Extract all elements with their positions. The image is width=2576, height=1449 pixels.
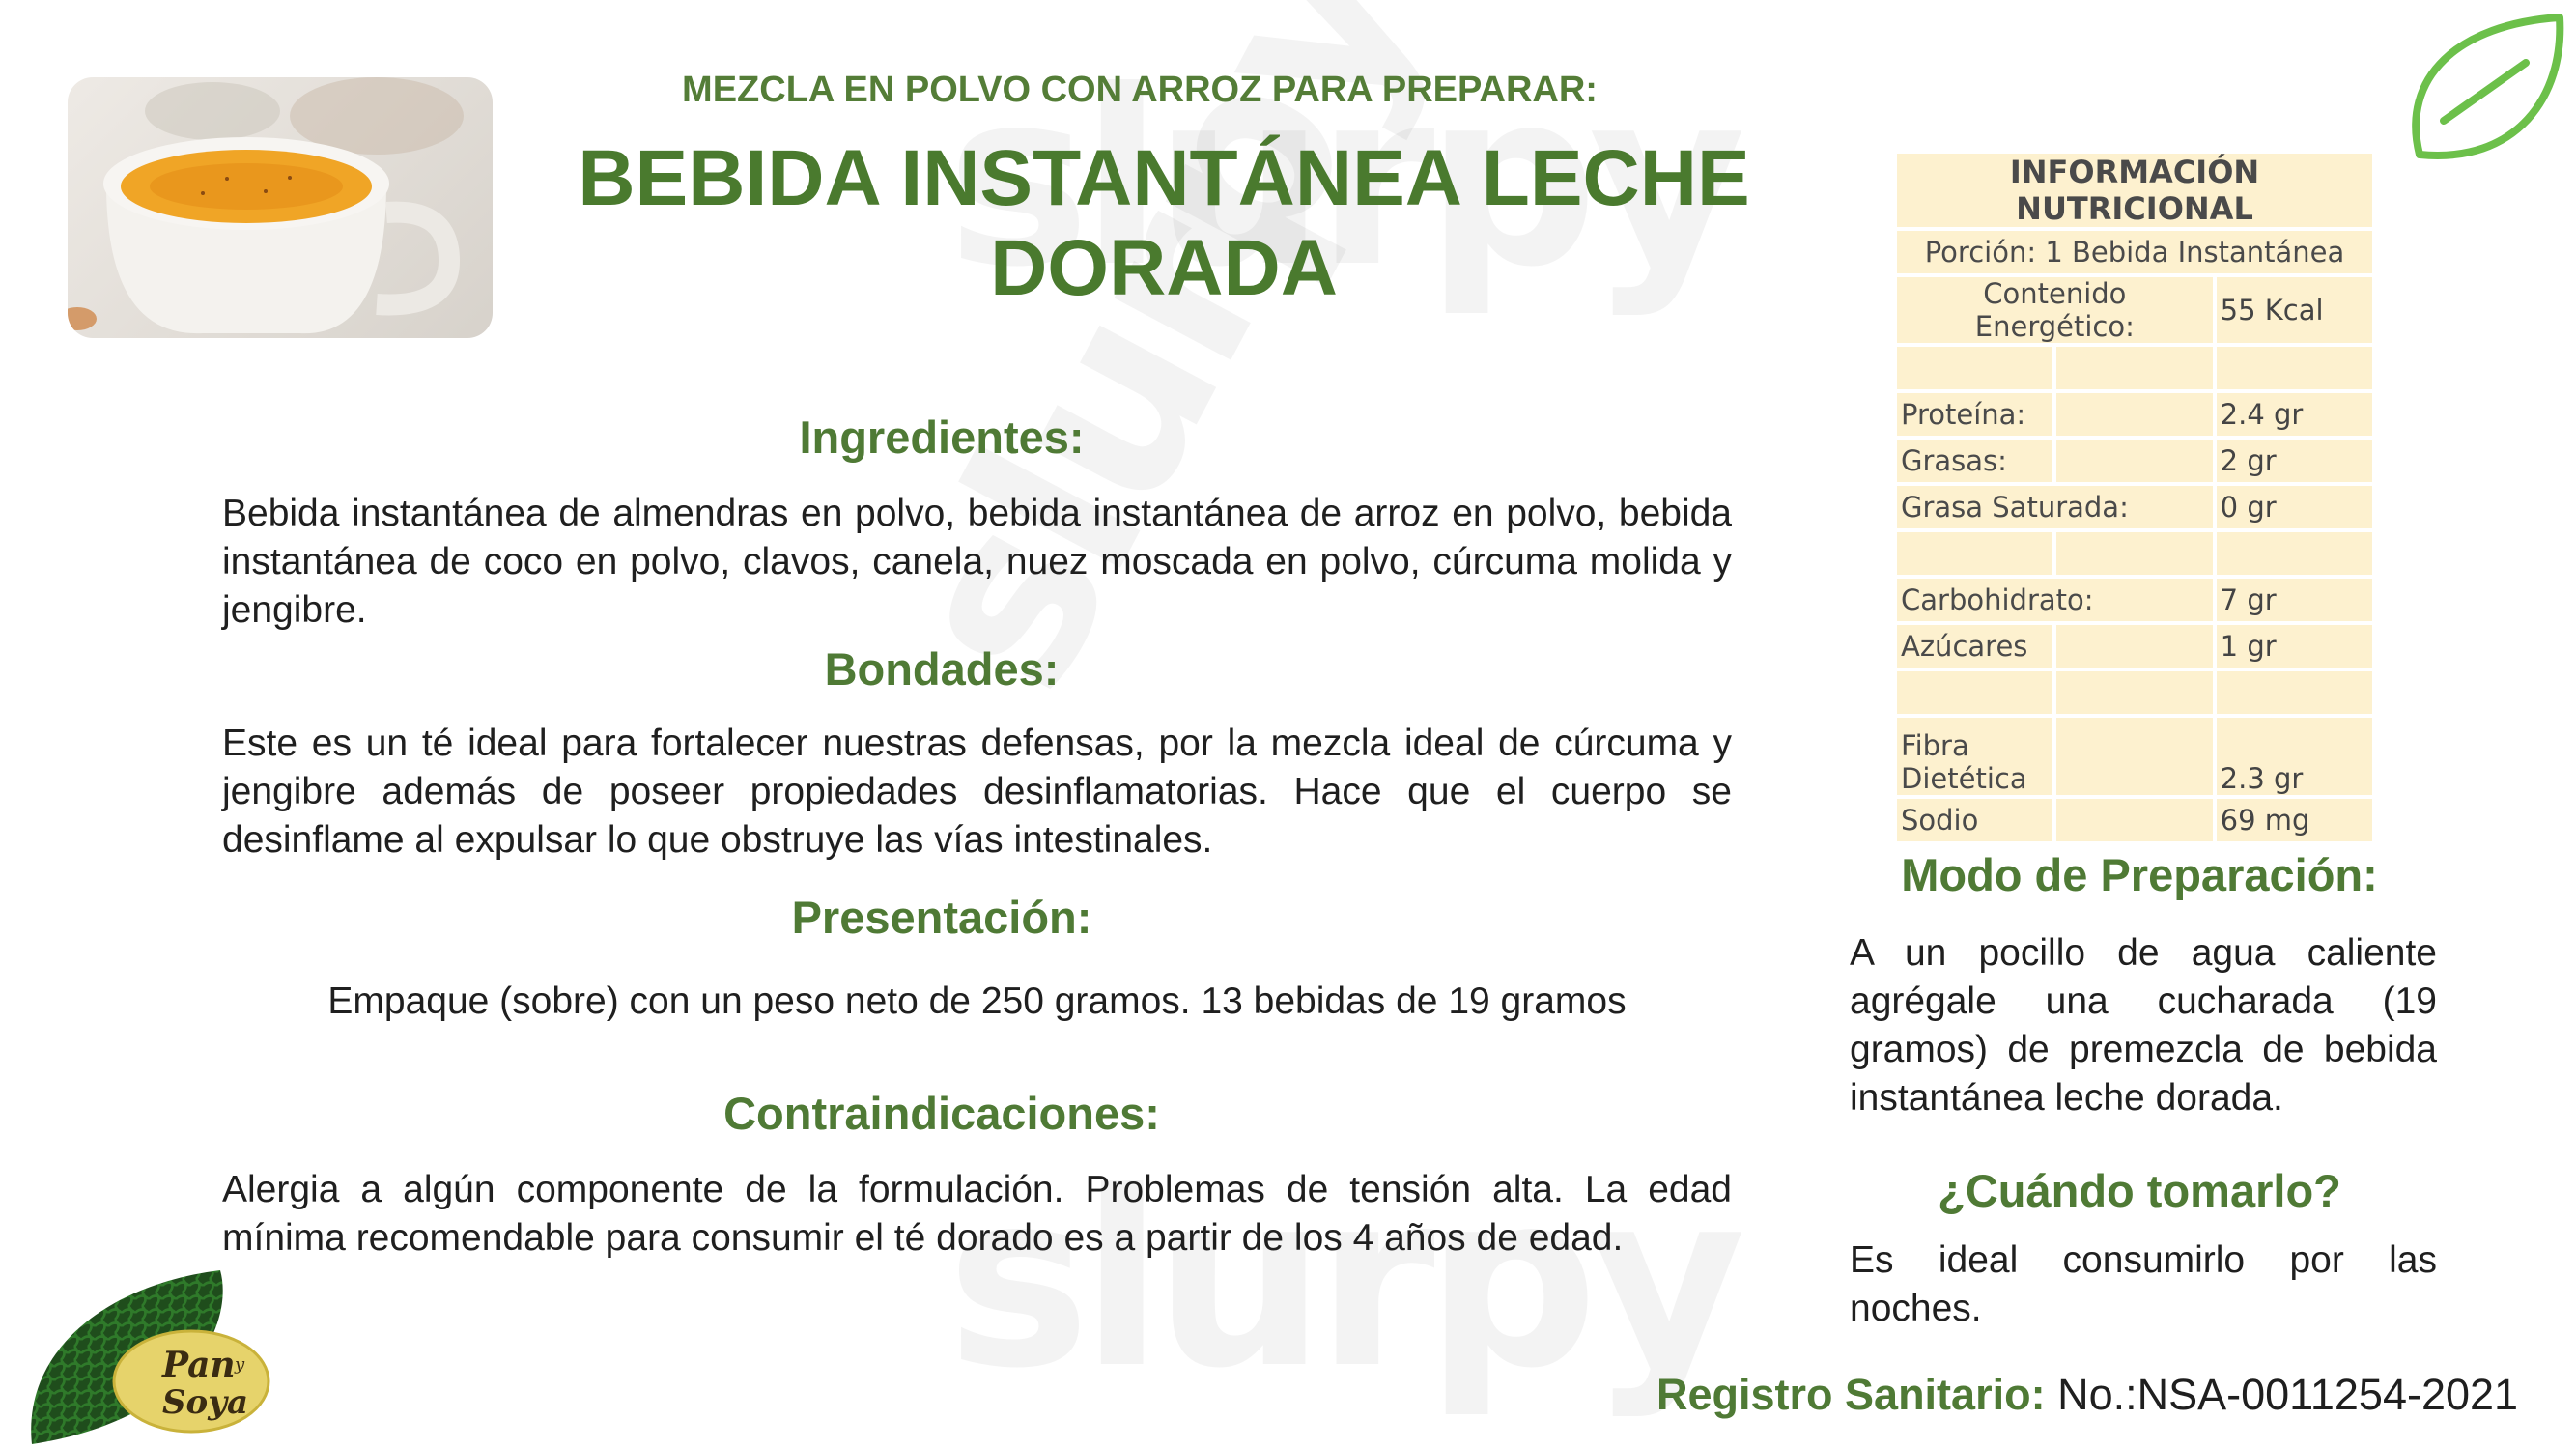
sodium-label: Sodio <box>1897 799 2052 841</box>
protein-value: 2.4 gr <box>2217 393 2372 436</box>
energy-label: Contenido Energético: <box>1897 277 2213 343</box>
saturated-fat-value: 0 gr <box>2217 486 2372 528</box>
nutrition-portion-row <box>1897 231 2372 273</box>
sugars-value: 1 gr <box>2217 625 2372 668</box>
nutrition-spacer-row <box>1897 347 2372 389</box>
presentacion-text: Empaque (sobre) con un peso neto de 250 gramos. 13 bebidas de 19 gramos <box>327 980 1627 1022</box>
nutrition-row <box>1897 486 2372 528</box>
nutrition-title: INFORMACIÓN NUTRICIONAL <box>1897 154 2372 227</box>
golden-milk-photo <box>68 77 493 338</box>
nutrition-row <box>1897 393 2372 436</box>
product-title <box>560 133 1768 314</box>
energy-value: 55 Kcal <box>2217 277 2372 343</box>
nutrition-table <box>1893 150 2376 845</box>
contraindicaciones-text: Alergia a algún componente de la formulación. Problemas de tensión alta. La edad mínima recomendable para consumir el té dorado es a partir de los 4 años de edad. <box>222 1169 1732 1259</box>
logo-word-pan: Pan <box>162 1345 236 1385</box>
saturated-fat-label: Grasa Saturada: <box>1897 486 2213 528</box>
bondades-heading: Bondades: <box>824 643 1060 695</box>
contraindicaciones-heading: Contraindicaciones: <box>723 1088 1160 1139</box>
nutrition-row <box>1897 799 2372 841</box>
fiber-value: 2.3 gr <box>2217 718 2372 795</box>
bondades-text: Este es un té ideal para fortalecer nuestras defensas, por la mezcla ideal de cúrcuma y jengibre además de poseer propiedades desinflamatorias. Hace que el cuerpo se desinflame al expulsar lo que obstruye las vías intestinales. <box>222 723 1732 861</box>
sugars-label: Azúcares <box>1897 625 2052 668</box>
ingredientes-heading: Ingredientes: <box>799 412 1085 463</box>
registro-label: Registro Sanitario: <box>1656 1370 2046 1419</box>
fat-label: Grasas: <box>1897 440 2052 482</box>
pan-y-soya-logo <box>27 1265 278 1449</box>
leaf-icon <box>2400 10 2569 169</box>
product-title-line1: BEBIDA INSTANTÁNEA LECHE <box>578 134 1750 222</box>
fiber-label <box>1897 718 2052 795</box>
nutrition-row <box>1897 718 2372 795</box>
fiber-label-line1: Fibra <box>1901 729 1969 762</box>
fat-value: 2 gr <box>2217 440 2372 482</box>
registro-number: No.:NSA-0011254-2021 <box>2057 1370 2519 1419</box>
sodium-value: 69 mg <box>2217 799 2372 841</box>
nutrition-row <box>1897 579 2372 621</box>
presentacion-heading: Presentación: <box>791 892 1092 943</box>
carbohydrate-label: Carbohidrato: <box>1897 579 2213 621</box>
logo-word-soya: Soya <box>162 1383 249 1422</box>
protein-label: Proteína: <box>1897 393 2052 436</box>
ingredientes-text: Bebida instantánea de almendras en polvo, bebida instantánea de arroz en polvo, bebida instantánea de coco en polvo, clavos, canela, nuez moscada en polvo, cúrcuma molida y jengibre. <box>222 493 1732 631</box>
nutrition-spacer-row <box>1897 671 2372 714</box>
fiber-label-line2: Dietética <box>1901 762 2027 795</box>
nutrition-row <box>1897 625 2372 668</box>
product-subtitle: MEZCLA EN POLVO CON ARROZ PARA PREPARAR: <box>682 70 1598 110</box>
nutrition-portion: Porción: 1 Bebida Instantánea <box>1897 231 2372 273</box>
registro-sanitario <box>1656 1370 2518 1420</box>
product-title-line2: DORADA <box>990 224 1338 313</box>
cuando-heading: ¿Cuándo tomarlo? <box>1938 1165 2341 1216</box>
nutrition-spacer-row <box>1897 532 2372 575</box>
cuando-text: Es ideal consumirlo por las noches. <box>1850 1239 2437 1329</box>
nutrition-title-row <box>1897 154 2372 227</box>
nutrition-row <box>1897 440 2372 482</box>
nutrition-energy-row <box>1897 277 2372 343</box>
preparacion-text: A un pocillo de agua caliente agrégale una cucharada (19 gramos) de premezcla de bebida instantánea leche dorada. <box>1850 932 2437 1119</box>
carbohydrate-value: 7 gr <box>2217 579 2372 621</box>
preparacion-heading: Modo de Preparación: <box>1901 849 2378 900</box>
logo-word-y: y <box>235 1354 245 1375</box>
